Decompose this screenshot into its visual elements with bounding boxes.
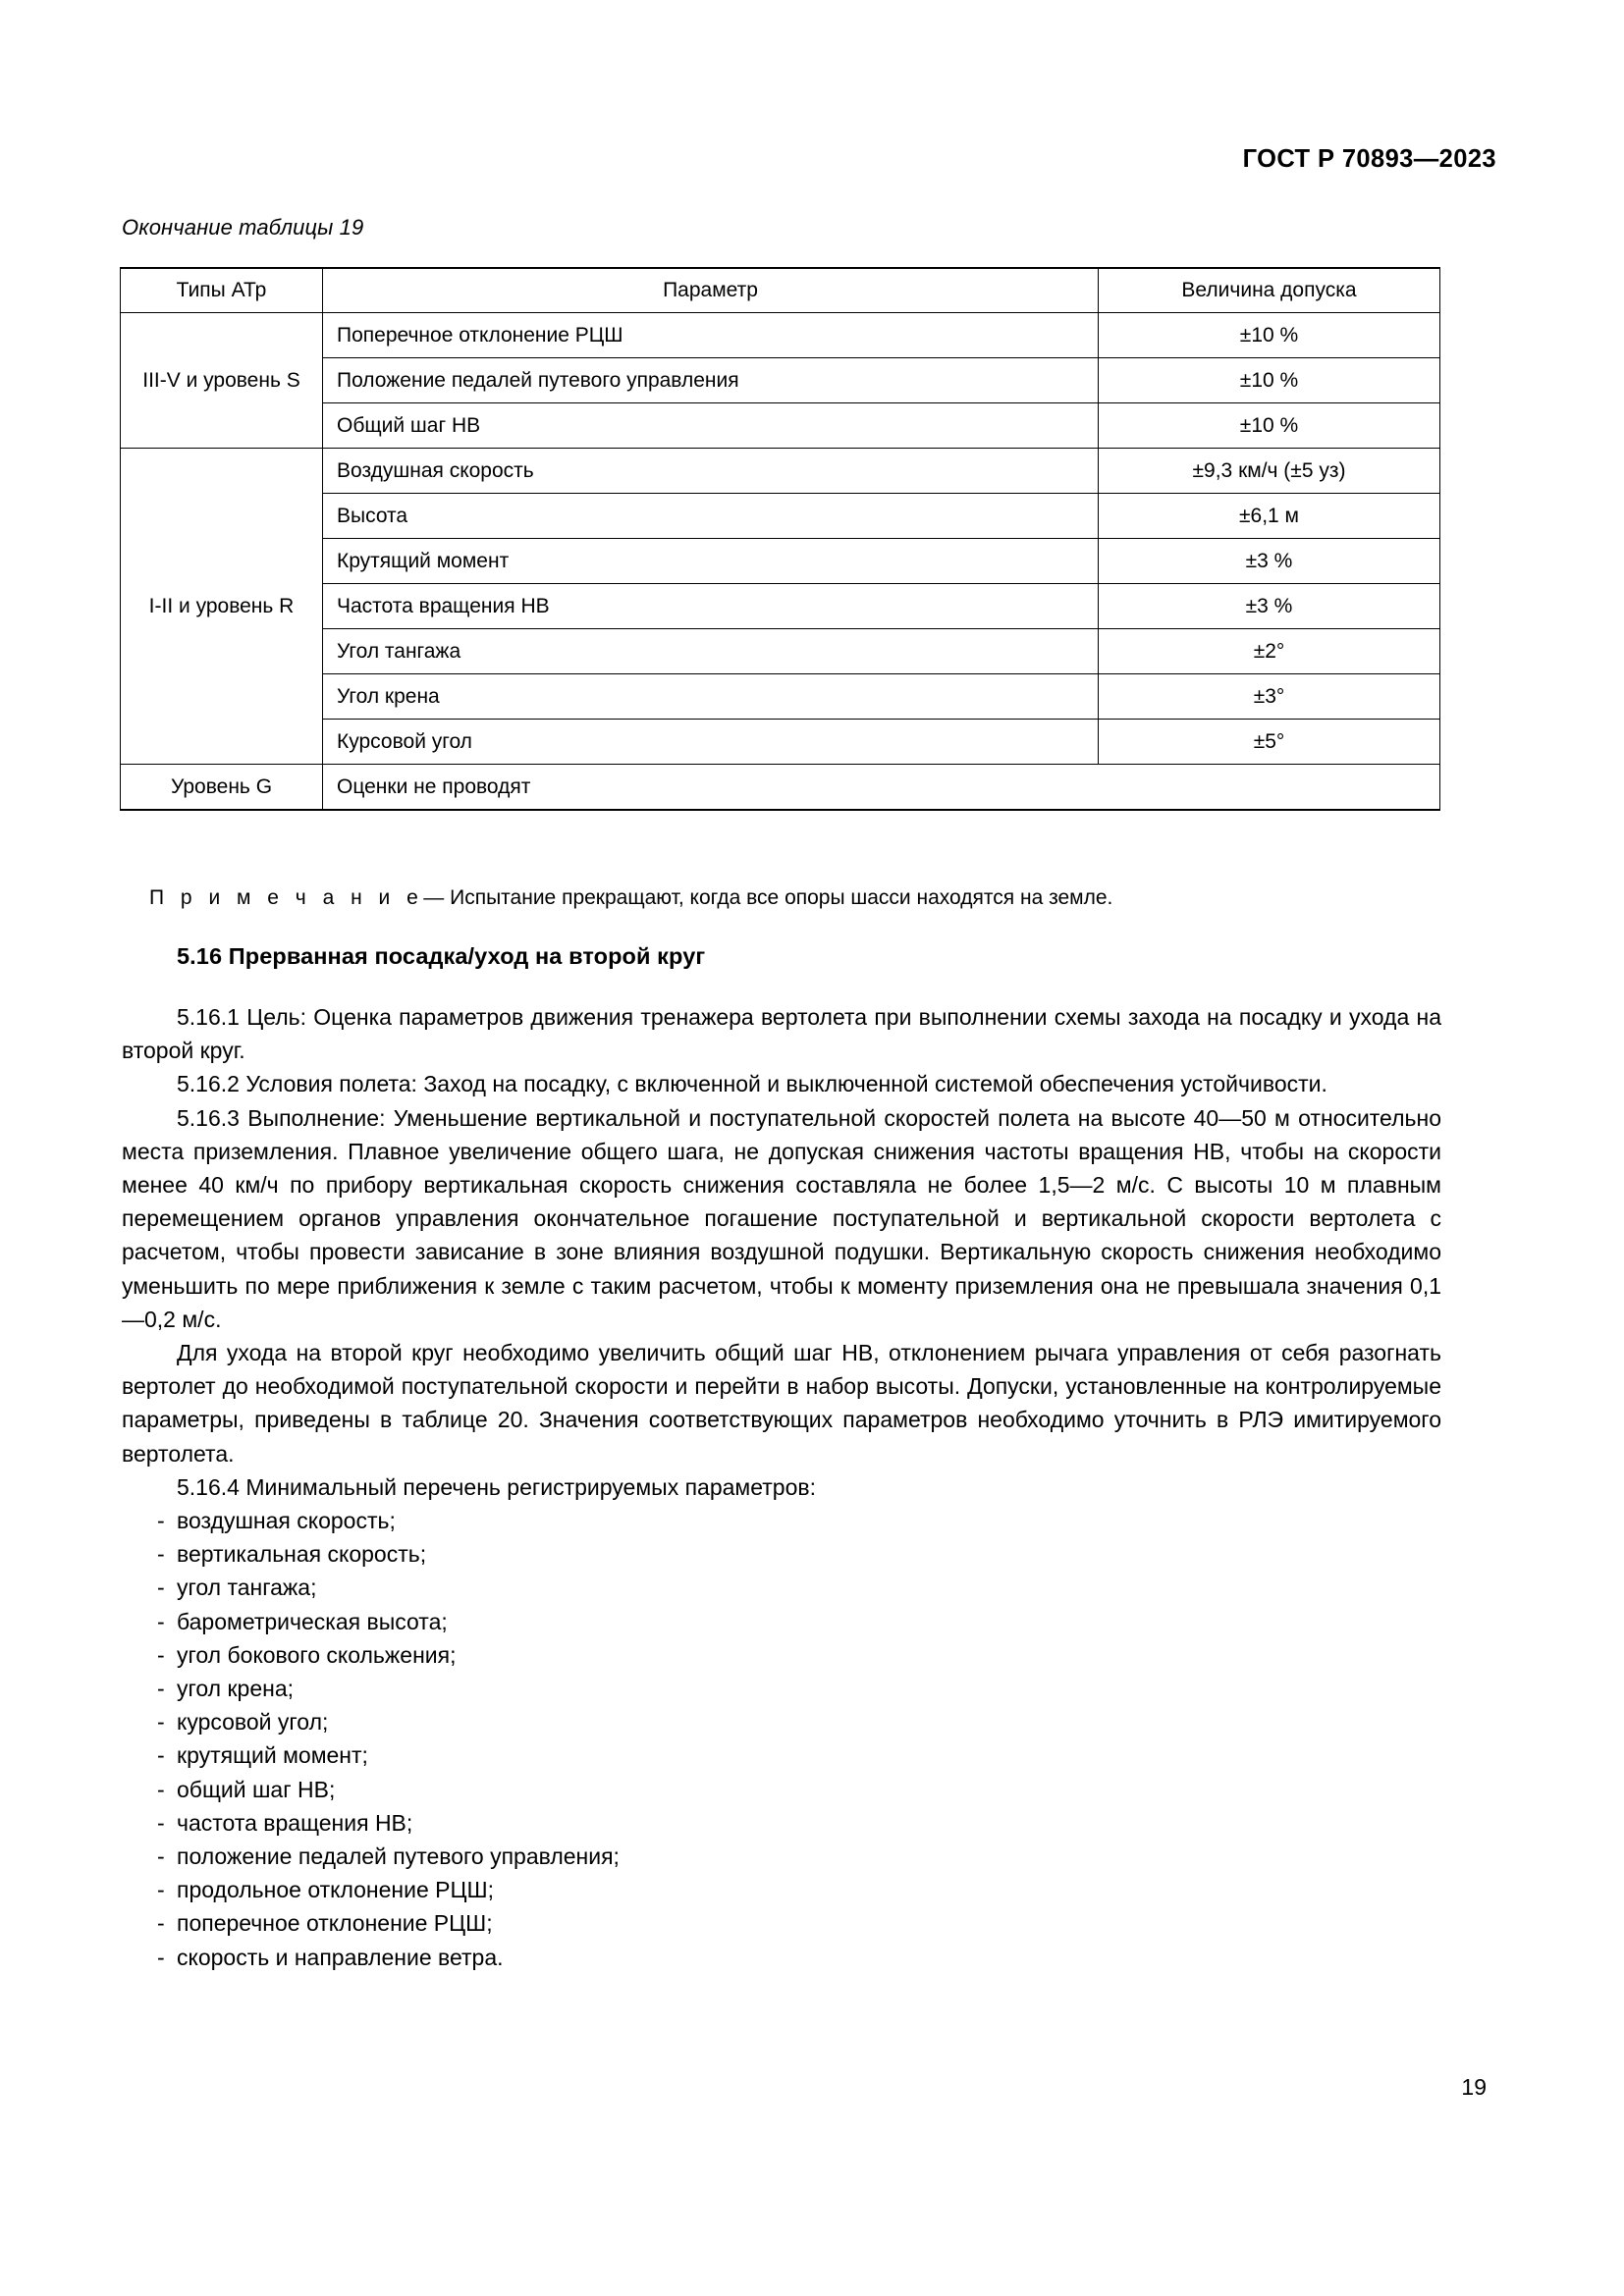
- table-cell-parameter: Общий шаг НВ: [323, 403, 1099, 449]
- running-header: [122, 145, 1496, 185]
- list-marker: -: [157, 1575, 165, 1601]
- list-item-label: угол тангажа;: [177, 1575, 317, 1601]
- list-item: [122, 1840, 1441, 1873]
- table-cell-tolerance: ±3°: [1099, 674, 1440, 720]
- list-item-label: крутящий момент;: [177, 1742, 368, 1769]
- list-item-label: поперечное отклонение РЦШ;: [177, 1910, 493, 1937]
- list-marker: -: [157, 1676, 165, 1702]
- table-cell-parameter: Высота: [323, 494, 1099, 539]
- paragraph-go-around: Для ухода на второй круг необходимо увеличить общий шаг НВ, отклонением рычага управления от себя разогнать вертолет до необходимой поступательной скорости и перейти в набор высоты. Допуски, установленные на контролируемые параметры, приведены в таблице 20. Значения соответствующих параметров необходимо уточнить в РЛЭ имитируемого вертолета.: [122, 1340, 1441, 1467]
- table-cell-aircraft-type: III-V и уровень S: [121, 313, 323, 449]
- list-marker: -: [157, 1910, 165, 1937]
- table-caption: Окончание таблицы 19: [122, 215, 364, 240]
- page-number: 19: [1461, 2074, 1487, 2100]
- note-dash: —: [423, 886, 445, 909]
- list-item-label: угол крена;: [177, 1676, 295, 1702]
- standard-designation: ГОСТ Р 70893—2023: [1242, 145, 1496, 173]
- table-cell-tolerance: ±2°: [1099, 629, 1440, 674]
- list-marker: -: [157, 1742, 165, 1769]
- list-item-label: скорость и направление ветра.: [177, 1944, 504, 1970]
- table-row: [121, 449, 1440, 494]
- list-item-label: положение педалей путевого управления;: [177, 1843, 620, 1870]
- list-item: [122, 1504, 1441, 1537]
- table-cell-parameter: Крутящий момент: [323, 539, 1099, 584]
- list-marker: -: [157, 1541, 165, 1568]
- list-item: [122, 1941, 1441, 1974]
- paragraph-5-16-4: 5.16.4 Минимальный перечень регистрируемых параметров:: [177, 1473, 816, 1500]
- list-item-label: барометрическая высота;: [177, 1608, 448, 1634]
- list-marker: -: [157, 1809, 165, 1836]
- list-marker: -: [157, 1508, 165, 1534]
- list-item-label: курсовой угол;: [177, 1709, 329, 1735]
- list-marker: -: [157, 1944, 165, 1970]
- tolerance-table: [120, 267, 1440, 811]
- table-cell-tolerance: ±6,1 м: [1099, 494, 1440, 539]
- table-note: [149, 883, 1445, 913]
- table-header-cell-2: Параметр: [323, 268, 1099, 313]
- list-marker: -: [157, 1776, 165, 1802]
- table-cell-parameter: Угол крена: [323, 674, 1099, 720]
- list-item: [122, 1672, 1441, 1705]
- list-item: [122, 1705, 1441, 1738]
- list-item: [122, 1906, 1441, 1940]
- table-header-row: [121, 268, 1440, 313]
- paragraph-5-16-3: 5.16.3 Выполнение: Уменьшение вертикальной и поступательной скоростей полета на высоте 40—50 м относительно места приземления. Плавное увеличение общего шага, не допуская снижения частоты вращения НВ, чтобы на скорости менее 40 км/ч по прибору вертикальная скорость снижения составляла не более 1,5—2 м/с. С высоты 10 м плавным перемещением органов управления окончательное погашение поступательной и вертикальной скорости вертолета с расчетом, чтобы провести зависание в зоне влияния воздушной подушки. Вертикальную скорость снижения необходимо уменьшить по мере приближения к земле с таким расчетом, чтобы к моменту приземления она не превышала значения 0,1—0,2 м/с.: [122, 1104, 1441, 1332]
- list-item: [122, 1537, 1441, 1571]
- table-cell-tolerance: ±5°: [1099, 720, 1440, 765]
- list-item: [122, 1773, 1441, 1806]
- list-marker: -: [157, 1709, 165, 1735]
- tolerance-table-wrapper: [120, 267, 1439, 811]
- list-marker: -: [157, 1608, 165, 1634]
- table-row: [121, 765, 1440, 811]
- list-marker: -: [157, 1843, 165, 1870]
- table-cell-parameter: Курсовой угол: [323, 720, 1099, 765]
- list-item: [122, 1605, 1441, 1638]
- list-item: [122, 1738, 1441, 1772]
- list-item: [122, 1806, 1441, 1840]
- note-text: Испытание прекращают, когда все опоры шасси находятся на земле.: [450, 886, 1113, 909]
- list-item-label: угол бокового скольжения;: [177, 1641, 457, 1668]
- table-cell-aircraft-type: I-II и уровень R: [121, 449, 323, 765]
- table-cell-parameter: Поперечное отклонение РЦШ: [323, 313, 1099, 358]
- list-item-label: воздушная скорость;: [177, 1508, 396, 1534]
- table-cell-aircraft-type: Уровень G: [121, 765, 323, 811]
- table-cell-tolerance: ±3 %: [1099, 584, 1440, 629]
- table-cell-tolerance: ±10 %: [1099, 403, 1440, 449]
- table-cell-parameter: Положение педалей путевого управления: [323, 358, 1099, 403]
- section-body: [122, 1000, 1441, 1974]
- section-heading-5-16: 5.16 Прерванная посадка/уход на второй круг: [177, 943, 706, 969]
- list-marker: -: [157, 1877, 165, 1903]
- table-cell-tolerance: ±3 %: [1099, 539, 1440, 584]
- list-marker: -: [157, 1641, 165, 1668]
- list-item-label: вертикальная скорость;: [177, 1541, 427, 1568]
- table-cell-parameter: Воздушная скорость: [323, 449, 1099, 494]
- table-cell-tolerance: ±9,3 км/ч (±5 уз): [1099, 449, 1440, 494]
- table-cell-parameter: Оценки не проводят: [323, 765, 1440, 811]
- list-item: [122, 1638, 1441, 1672]
- table-cell-parameter: Угол тангажа: [323, 629, 1099, 674]
- list-item: [122, 1571, 1441, 1604]
- list-item-label: продольное отклонение РЦШ;: [177, 1877, 494, 1903]
- list-item-label: частота вращения НВ;: [177, 1809, 413, 1836]
- table-cell-tolerance: ±10 %: [1099, 313, 1440, 358]
- table-cell-parameter: Частота вращения НВ: [323, 584, 1099, 629]
- table-cell-tolerance: ±10 %: [1099, 358, 1440, 403]
- paragraph-5-16-2: 5.16.2 Условия полета: Заход на посадку, с включенной и выключенной системой обеспечения устойчивости.: [177, 1071, 1327, 1097]
- list-item: [122, 1873, 1441, 1906]
- table-header-cell-3: Величина допуска: [1099, 268, 1440, 313]
- note-label: П р и м е ч а н и е: [149, 886, 424, 909]
- recorded-parameters-list: [122, 1504, 1441, 1974]
- paragraph-5-16-1: 5.16.1 Цель: Оценка параметров движения тренажера вертолета при выполнении схемы захода на посадку и ухода на второй круг.: [122, 1004, 1441, 1064]
- list-item-label: общий шаг НВ;: [177, 1776, 336, 1802]
- table-row: [121, 313, 1440, 358]
- table-header-cell-1: Типы АТр: [121, 268, 323, 313]
